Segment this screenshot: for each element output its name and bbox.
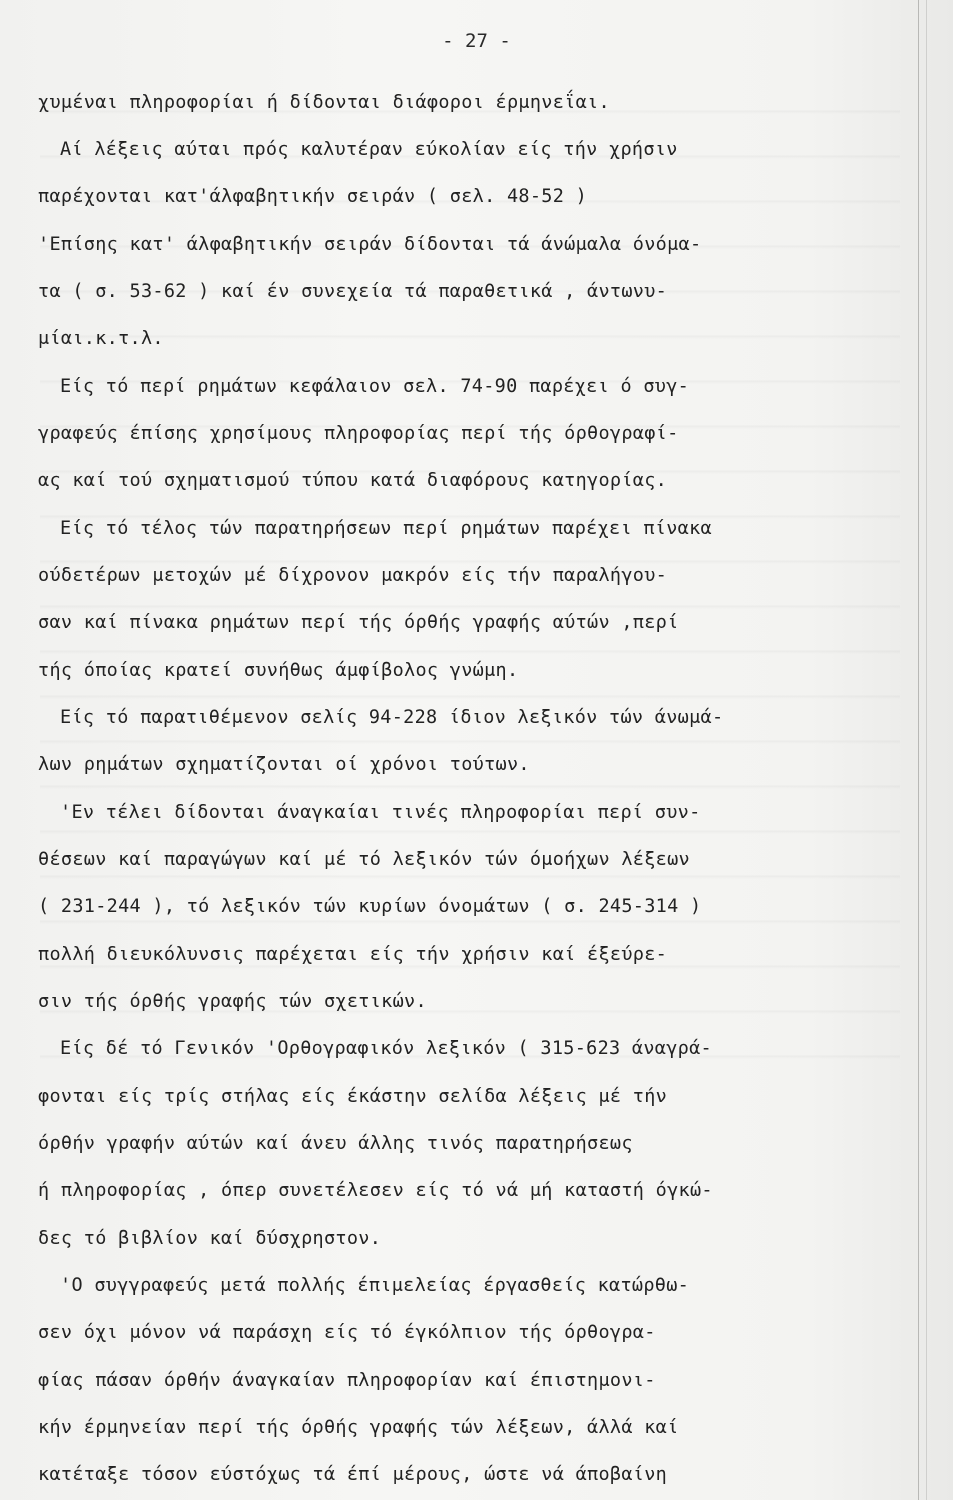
text-line: 'Εν τέλει δίδονται άναγκαίαι τινές πληροφορίαι περί συν- [60, 802, 701, 823]
text-line: τα ( σ. 53-62 ) καί έν συνεχεία τά παραθετικά , άντωνυ- [38, 281, 668, 302]
text-line: λων ρημάτων σχηματίζονται οί χρόνοι τούτων. [38, 754, 530, 775]
text-line: Είς δέ τό Γενικόν 'Ορθογραφικόν λεξικόν ( 315-623 άναγρά- [60, 1038, 712, 1059]
text-line: τής όποίας κρατεί συνήθως άμφίβολος γνώμη. [38, 660, 519, 681]
text-line: Είς τό παρατιθέμενον σελίς 94-228 ίδιον λεξικόν τών άνωμά- [60, 707, 724, 728]
text-line: 'Επίσης κατ' άλφαβητικήν σειράν δίδονται τά άνώμαλα όνόμα- [38, 234, 702, 255]
text-line: δες τό βιβλίον καί δύσχρηστον. [38, 1228, 382, 1249]
text-line: Αί λέξεις αύται πρός καλυτέραν εύκολίαν είς τήν χρήσιν [60, 139, 678, 160]
text-line: χυμέναι πληροφορίαι ή δίδονται διάφοροι έρμηνεΐαι. [38, 92, 610, 113]
text-line: σαν καί πίνακα ρημάτων περί τής όρθής γραφής αύτών ,περί [38, 612, 679, 633]
text-line: κατέταξε τόσον εύστόχως τά έπί μέρους, ώστε νά άποβαίνη [38, 1464, 668, 1485]
text-line: γραφεύς έπίσης χρησίμους πληροφορίας περί τής όρθογραφί- [38, 423, 679, 444]
text-line: Είς τό περί ρημάτων κεφάλαιον σελ. 74-90 παρέχει ό συγ- [60, 376, 690, 397]
margin-line [926, 0, 927, 1500]
text-line: όρθήν γραφήν αύτών καί άνευ άλλης τινός παρατηρήσεως [38, 1133, 633, 1154]
margin-line [918, 0, 919, 1500]
text-line: σεν όχι μόνον νά παράσχη είς τό έγκόλπιον τής όρθογρα- [38, 1322, 656, 1343]
text-line: πολλή διευκόλυνσις παρέχεται είς τήν χρήσιν καί έξεύρε- [38, 944, 668, 965]
text-line: φονται είς τρίς στήλας είς έκάστην σελίδα λέξεις μέ τήν [38, 1086, 668, 1107]
text-line: κήν έρμηνείαν περί τής όρθής γραφής τών λέξεων, άλλά καί [38, 1417, 679, 1438]
page-number: - 27 - [442, 30, 511, 52]
text-line: ας καί τού σχηματισμού τύπου κατά διαφόρους κατηγορίας. [38, 470, 668, 491]
text-line: θέσεων καί παραγώγων καί μέ τό λεξικόν τών όμοήχων λέξεων [38, 849, 690, 870]
text-line: φίας πάσαν όρθήν άναγκαίαν πληροφορίαν καί έπιστημονι- [38, 1370, 656, 1391]
text-line: σιν τής όρθής γραφής τών σχετικών. [38, 991, 427, 1012]
text-line: παρέχονται κατ'άλφαβητικήν σειράν ( σελ. 48-52 ) [38, 186, 588, 207]
text-line: ( 231-244 ), τό λεξικόν τών κυρίων όνομάτων ( σ. 245-314 ) [38, 896, 702, 917]
text-line: ούδετέρων μετοχών μέ δίχρονον μακρόν είς τήν παραλήγου- [38, 565, 668, 586]
text-line: Είς τό τέλος τών παρατηρήσεων περί ρημάτων παρέχει πίνακα [60, 518, 712, 539]
text-line: 'Ο συγγραφεύς μετά πολλής έπιμελείας έργασθείς κατώρθω- [60, 1275, 690, 1296]
text-line: μίαι.κ.τ.λ. [38, 328, 164, 349]
text-line: ή πληροφορίας , όπερ συνετέλεσεν είς τό νά μή καταστή όγκώ- [38, 1180, 713, 1201]
